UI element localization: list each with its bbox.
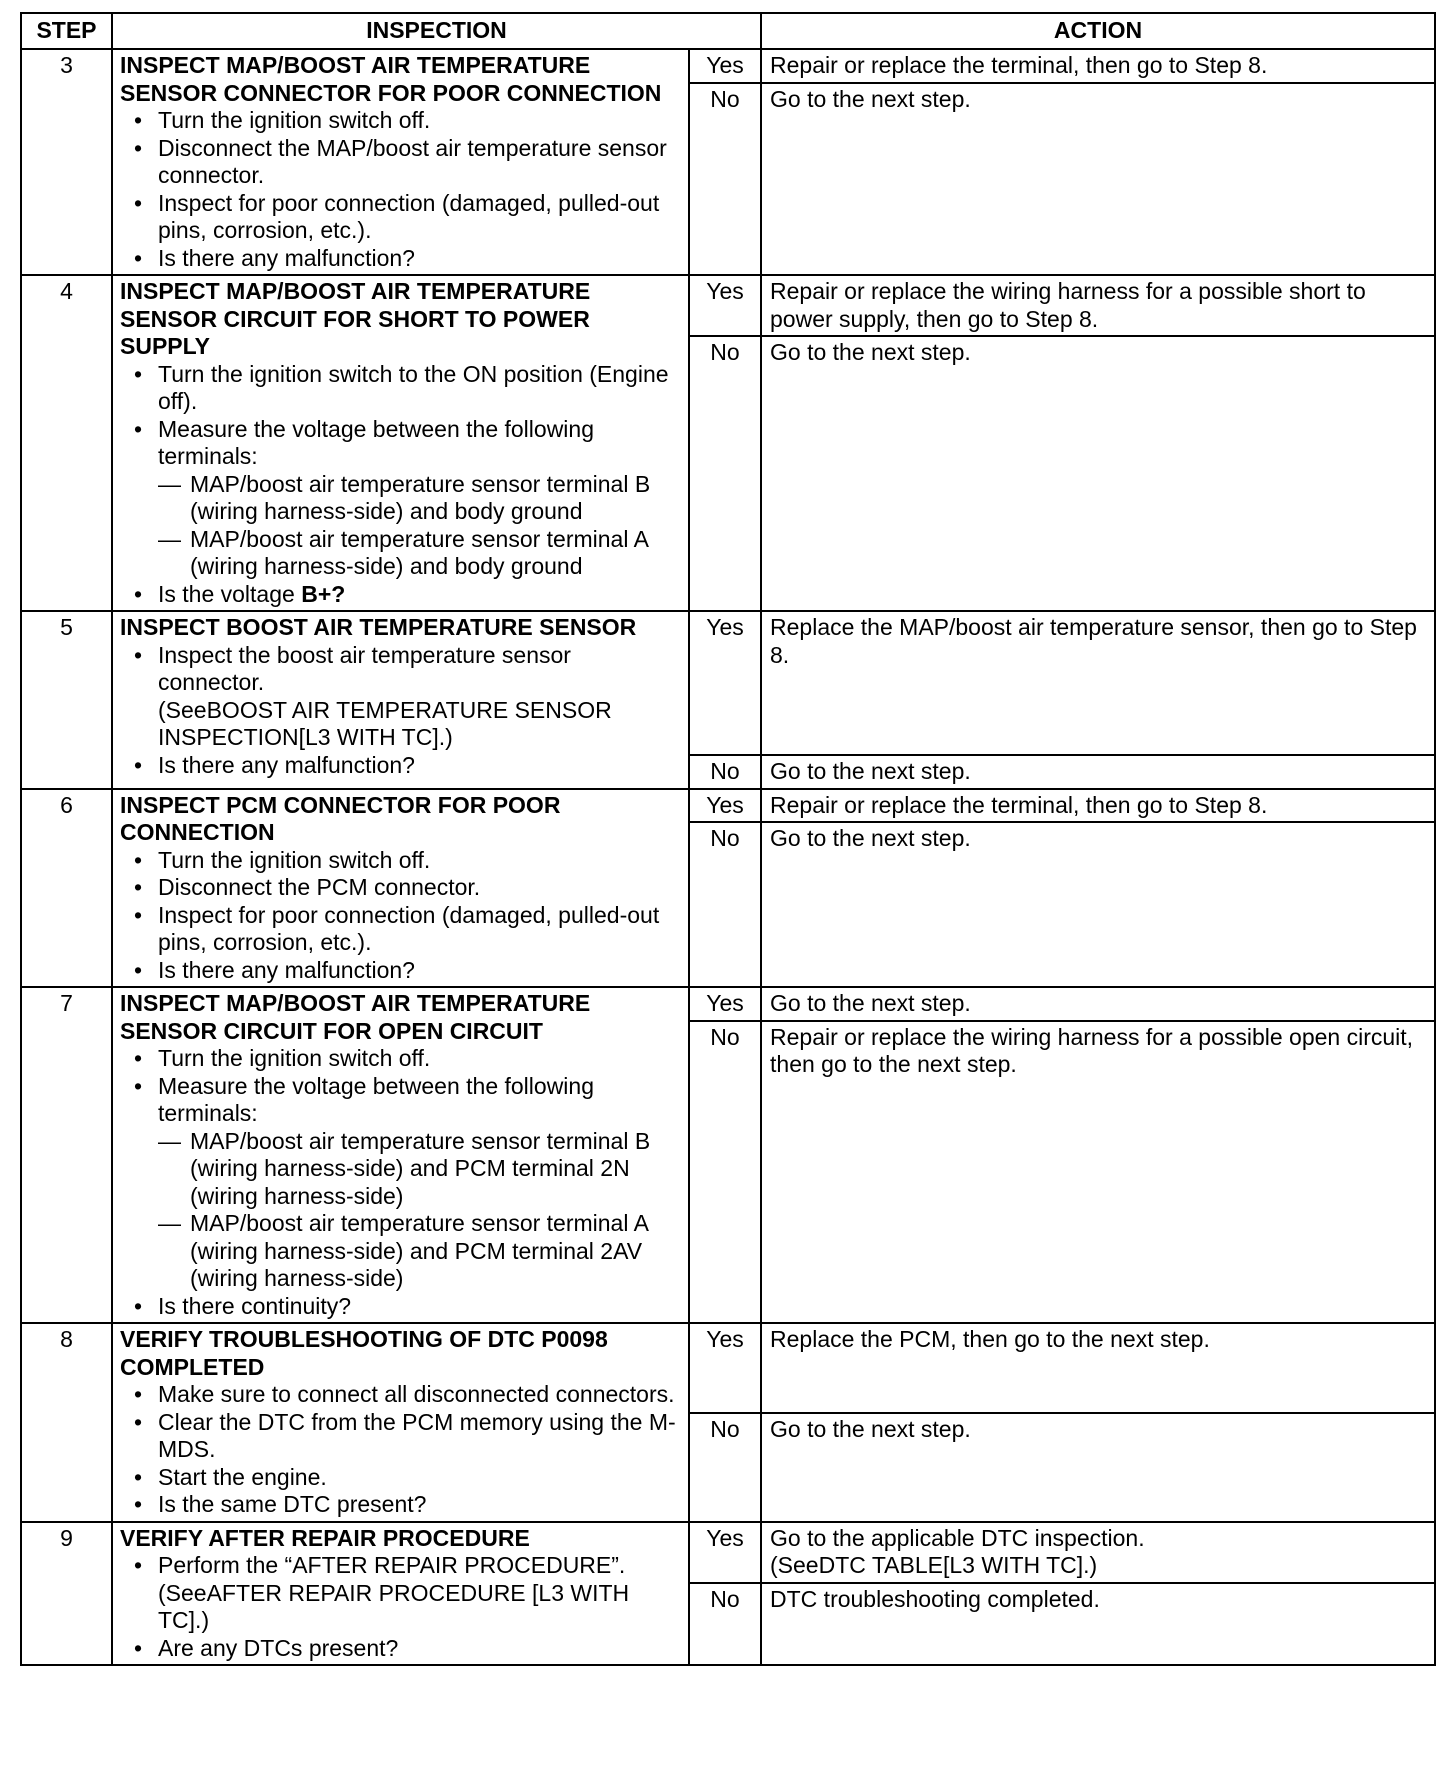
action-yes: Go to the next step.: [761, 987, 1435, 1021]
list-item-text: Disconnect the PCM connector.: [158, 874, 481, 900]
list-item-text: Disconnect the MAP/boost air temperature sensor connector.: [158, 134, 667, 188]
list-item: [120, 416, 682, 581]
list-item-text: Inspect for poor connection (damaged, pulled-out pins, corrosion, etc.).: [158, 901, 660, 955]
action-yes: Repair or replace the terminal, then go to Step 8.: [761, 789, 1435, 823]
list-item-text: Is there any malfunction?: [158, 244, 415, 271]
list-item-text: Inspect the boost air temperature sensor connector.: [158, 641, 571, 695]
bullet-marker: •: [134, 874, 143, 900]
inspection-list: [120, 642, 682, 780]
answer-no: No: [689, 822, 761, 987]
header-step: STEP: [21, 13, 112, 49]
step-row-7: [21, 987, 1435, 1021]
header-action: ACTION: [761, 13, 1435, 49]
bullet-marker: •: [134, 1292, 143, 1319]
bullet-marker: •: [134, 1463, 143, 1490]
list-item: [120, 752, 682, 780]
action-no: Go to the next step.: [761, 1413, 1435, 1522]
inspection-title: VERIFY AFTER REPAIR PROCEDURE: [120, 1524, 530, 1551]
step-row-4: [21, 275, 1435, 336]
dash-marker: —: [158, 1127, 181, 1154]
see-reference[interactable]: (SeeDTC TABLE[L3 WITH TC].): [770, 1552, 1098, 1578]
list-item: [120, 957, 682, 985]
action-no: Go to the next step.: [761, 822, 1435, 987]
step-number: 8: [21, 1323, 112, 1522]
step-number: 4: [21, 275, 112, 611]
list-item-text: Turn the ignition switch off.: [158, 846, 431, 873]
step-row-8: [21, 1323, 1435, 1413]
list-item: [120, 1552, 682, 1635]
list-item: [120, 1293, 682, 1321]
step-row-6: [21, 789, 1435, 823]
bullet-marker: •: [134, 360, 143, 387]
bullet-marker: •: [134, 1408, 143, 1435]
step-number: 6: [21, 789, 112, 988]
answer-yes: Yes: [689, 275, 761, 336]
sub-item-text: MAP/boost air temperature sensor terminal B (wiring harness-side) and body ground: [190, 470, 651, 524]
sub-item-text: MAP/boost air temperature sensor terminal B (wiring harness-side) and PCM terminal 2N (wiring harness-side): [190, 1127, 651, 1209]
step-number: 7: [21, 987, 112, 1323]
inspection-list: [120, 1045, 682, 1320]
dash-marker: —: [158, 470, 181, 497]
inspection-list: [120, 1552, 682, 1662]
sub-list-item: [158, 526, 682, 581]
step-number: 3: [21, 49, 112, 275]
troubleshooting-table: [20, 12, 1436, 1666]
inspection-cell: [112, 49, 689, 275]
list-item-text: Clear the DTC from the PCM memory using the M-MDS.: [158, 1408, 676, 1462]
bullet-marker: •: [134, 901, 143, 928]
list-item: [120, 581, 682, 609]
action-yes: Replace the MAP/boost air temperature sensor, then go to Step 8.: [761, 611, 1435, 755]
answer-no: No: [689, 755, 761, 789]
sub-list: [158, 1128, 682, 1293]
bullet-marker: •: [134, 107, 143, 133]
sub-list-item: [158, 471, 682, 526]
list-item: [120, 1491, 682, 1519]
list-item: [120, 135, 682, 190]
action-yes: Repair or replace the wiring harness for a possible short to power supply, then go to Step 8.: [761, 275, 1435, 336]
bullet-marker: •: [134, 956, 143, 983]
bullet-marker: •: [134, 751, 143, 778]
list-item-text: Perform the “AFTER REPAIR PROCEDURE”.: [158, 1552, 626, 1578]
list-item: [120, 245, 682, 273]
list-item-text: Is there continuity?: [158, 1292, 352, 1319]
list-item-text: Is the same DTC present?: [158, 1491, 427, 1517]
bullet-marker: •: [134, 189, 143, 216]
inspection-list: [120, 847, 682, 985]
step-number: 5: [21, 611, 112, 789]
list-item-text: Measure the voltage between the following terminals:: [158, 415, 595, 469]
list-item: [120, 1073, 682, 1293]
action-no: Repair or replace the wiring harness for a possible open circuit, then go to the next step.: [761, 1021, 1435, 1324]
bullet-marker: •: [134, 846, 143, 873]
answer-yes: Yes: [689, 611, 761, 755]
inspection-list: [120, 1381, 682, 1519]
answer-no: No: [689, 1583, 761, 1666]
list-item: [120, 1464, 682, 1492]
sub-item-text: MAP/boost air temperature sensor terminal A (wiring harness-side) and body ground: [190, 525, 648, 579]
list-item-text: Is the voltage: [158, 580, 302, 607]
bullet-marker: •: [134, 1634, 143, 1661]
list-item: [120, 1045, 682, 1073]
dash-marker: —: [158, 525, 181, 552]
bullet-marker: •: [134, 580, 143, 607]
bullet-marker: •: [134, 1072, 143, 1099]
inspection-list: [120, 107, 682, 272]
list-item-text: Are any DTCs present?: [158, 1634, 399, 1661]
answer-no: No: [689, 336, 761, 611]
list-item: [120, 1409, 682, 1464]
inspection-title: INSPECT MAP/BOOST AIR TEMPERATURE SENSOR CIRCUIT FOR OPEN CIRCUIT: [120, 990, 591, 1044]
inspection-cell: [112, 1522, 689, 1666]
inspection-cell: [112, 987, 689, 1323]
bullet-marker: •: [134, 1045, 143, 1071]
list-item: [120, 1381, 682, 1409]
see-reference[interactable]: (SeeAFTER REPAIR PROCEDURE [L3 WITH TC].): [158, 1579, 630, 1633]
sub-list-item: [158, 1128, 682, 1211]
answer-yes: Yes: [689, 1522, 761, 1583]
sub-list: [158, 471, 682, 581]
action-yes: Repair or replace the terminal, then go to Step 8.: [761, 49, 1435, 83]
action-no: Go to the next step.: [761, 336, 1435, 611]
list-item-text: Start the engine.: [158, 1463, 327, 1490]
step-number: 9: [21, 1522, 112, 1666]
bullet-marker: •: [134, 1552, 143, 1578]
inspection-title: INSPECT PCM CONNECTOR FOR POOR CONNECTION: [120, 791, 561, 845]
bullet-marker: •: [134, 244, 143, 271]
header-inspection: INSPECTION: [112, 13, 761, 49]
inspection-title: VERIFY TROUBLESHOOTING OF DTC P0098 COMPLETED: [120, 1326, 608, 1380]
list-item: [120, 190, 682, 245]
list-item-text: Turn the ignition switch off.: [158, 1045, 431, 1071]
list-item-text: Inspect for poor connection (damaged, pulled-out pins, corrosion, etc.).: [158, 189, 660, 243]
inspection-title: INSPECT BOOST AIR TEMPERATURE SENSOR: [120, 614, 637, 640]
inspection-cell: [112, 275, 689, 611]
list-item: [120, 642, 682, 752]
list-item: [120, 902, 682, 957]
list-item: [120, 874, 682, 902]
inspection-cell: [112, 611, 689, 789]
answer-no: No: [689, 1021, 761, 1324]
sub-list-item: [158, 1210, 682, 1293]
bullet-marker: •: [134, 134, 143, 161]
action-yes: Replace the PCM, then go to the next step.: [761, 1323, 1435, 1413]
answer-yes: Yes: [689, 789, 761, 823]
bullet-marker: •: [134, 1491, 143, 1517]
list-item-text: Is there any malfunction?: [158, 751, 415, 778]
answer-yes: Yes: [689, 49, 761, 83]
table-header-row: [21, 13, 1435, 49]
list-item-text: Measure the voltage between the following terminals:: [158, 1072, 595, 1126]
action-no: DTC troubleshooting completed.: [761, 1583, 1435, 1666]
step-row-3: [21, 49, 1435, 83]
list-item-text: Make sure to connect all disconnected connectors.: [158, 1381, 675, 1407]
voltage-value: B+?: [301, 580, 346, 607]
troubleshooting-sheet: [20, 12, 1434, 1666]
list-item: [120, 847, 682, 875]
bullet-marker: •: [134, 641, 143, 668]
inspection-list: [120, 361, 682, 609]
list-item: [120, 1635, 682, 1663]
inspection-cell: [112, 1323, 689, 1522]
inspection-title: INSPECT MAP/BOOST AIR TEMPERATURE SENSOR CIRCUIT FOR SHORT TO POWER SUPPLY: [120, 278, 591, 359]
answer-no: No: [689, 83, 761, 276]
answer-yes: Yes: [689, 987, 761, 1021]
answer-no: No: [689, 1413, 761, 1522]
action-no: Go to the next step.: [761, 755, 1435, 789]
see-reference[interactable]: (SeeBOOST AIR TEMPERATURE SENSOR INSPECTION[L3 WITH TC].): [158, 696, 612, 750]
bullet-marker: •: [134, 1381, 143, 1407]
inspection-title: INSPECT MAP/BOOST AIR TEMPERATURE SENSOR CONNECTOR FOR POOR CONNECTION: [120, 52, 662, 106]
list-item-text: Turn the ignition switch to the ON position (Engine off).: [158, 360, 669, 414]
dash-marker: —: [158, 1210, 181, 1236]
step-row-5: [21, 611, 1435, 755]
list-item-text: Is there any malfunction?: [158, 956, 415, 983]
step-row-9: [21, 1522, 1435, 1583]
answer-yes: Yes: [689, 1323, 761, 1413]
sub-item-text: MAP/boost air temperature sensor terminal A (wiring harness-side) and PCM terminal 2AV (wiring harness-side): [190, 1210, 648, 1291]
list-item-text: Turn the ignition switch off.: [158, 107, 431, 133]
action-yes: [761, 1522, 1435, 1583]
list-item: [120, 107, 682, 135]
inspection-cell: [112, 789, 689, 988]
list-item: [120, 361, 682, 416]
bullet-marker: •: [134, 415, 143, 442]
action-yes-text: Go to the applicable DTC inspection.: [770, 1524, 1145, 1551]
action-no: Go to the next step.: [761, 83, 1435, 276]
